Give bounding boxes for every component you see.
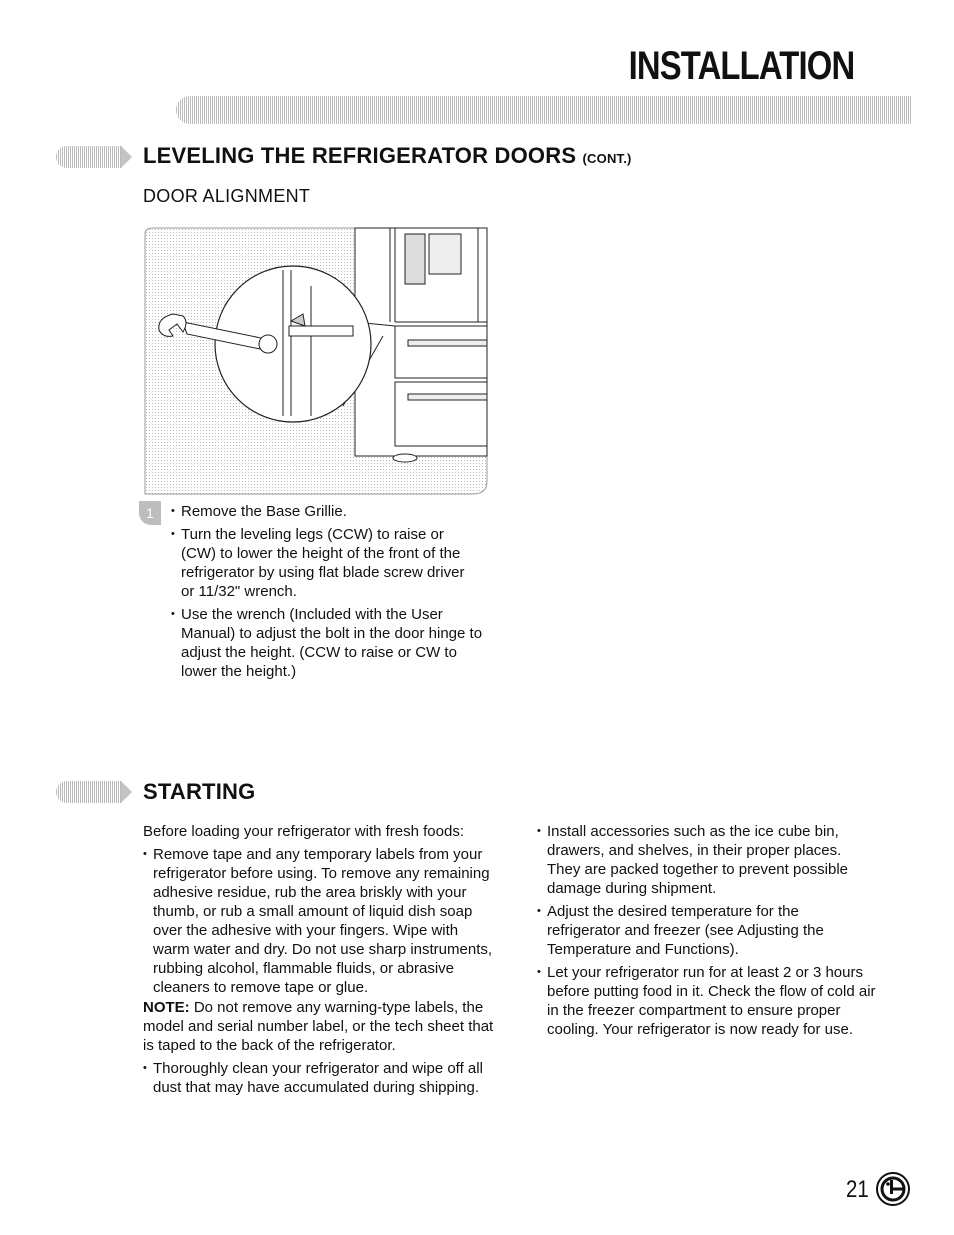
section-tab-marker — [56, 781, 121, 803]
list-item: • Turn the leveling legs (CCW) to raise or (CW) to lower the height of the front of the refrigerator by using flat blade screw driver or 11/32" wrench. — [171, 525, 481, 601]
section-heading-starting: STARTING — [143, 779, 256, 804]
starting-col1-list — [143, 845, 513, 1001]
step1-bullet-list — [171, 502, 501, 685]
section-heading-text: LEVELING THE REFRIGERATOR DOORS — [143, 143, 577, 168]
title-decorative-bar — [176, 96, 911, 124]
door-alignment-illustration — [143, 226, 488, 496]
section-heading-suffix: (CONT.) — [582, 151, 632, 166]
page-number: 21 — [846, 1176, 869, 1203]
list-item: • Remove the Base Grillie. — [171, 502, 501, 521]
list-item: • Let your refrigerator run for at least 2 or 3 hours before putting food in it. Check the flow of cold air in the freezer compartment to ensure proper cooling. Your refrigerator is now ready for use. — [537, 963, 882, 1039]
note-text: Do not remove any warning-type labels, the model and serial number label, or the tech sheet that is taped to the back of the refrigerator. — [143, 999, 494, 1054]
note-label: NOTE: — [143, 999, 190, 1016]
note-paragraph — [143, 998, 503, 1055]
starting-col1-list-continued — [143, 1059, 513, 1101]
lg-logo-icon — [876, 1172, 910, 1206]
list-item: • Remove tape and any temporary labels from your refrigerator before using. To remove any remaining adhesive residue, rub the area briskly with your thumb, or rub a small amount of liquid dish soap over the adhesive with your fingers. Wipe with warm water and dry. Do not use sharp instruments, rubbing alcohol, flammable fluids, or abrasive cleaners to remove tape or glue. — [143, 845, 493, 997]
list-item: • Adjust the desired temperature for the refrigerator and freezer (see Adjusting the Temperature and Functions). — [537, 902, 847, 959]
section-tab-marker — [56, 146, 121, 168]
page-title: INSTALLATION — [628, 44, 854, 88]
step-number-badge: 1 — [139, 501, 161, 525]
subheading-door-alignment: DOOR ALIGNMENT — [143, 186, 311, 206]
starting-col2-list — [537, 822, 887, 1043]
list-item: • Install accessories such as the ice cube bin, drawers, and shelves, in their proper places. They are packed together to prevent possible damage during shipment. — [537, 822, 867, 898]
list-item: • Use the wrench (Included with the User Manual) to adjust the bolt in the door hinge to adjust the height. (CCW to raise or CW to lower the height.) — [171, 605, 491, 681]
list-item: • Thoroughly clean your refrigerator and wipe off all dust that may have accumulated during shipping. — [143, 1059, 503, 1097]
section-heading-leveling — [143, 143, 632, 169]
starting-intro-text: Before loading your refrigerator with fresh foods: — [143, 823, 464, 840]
